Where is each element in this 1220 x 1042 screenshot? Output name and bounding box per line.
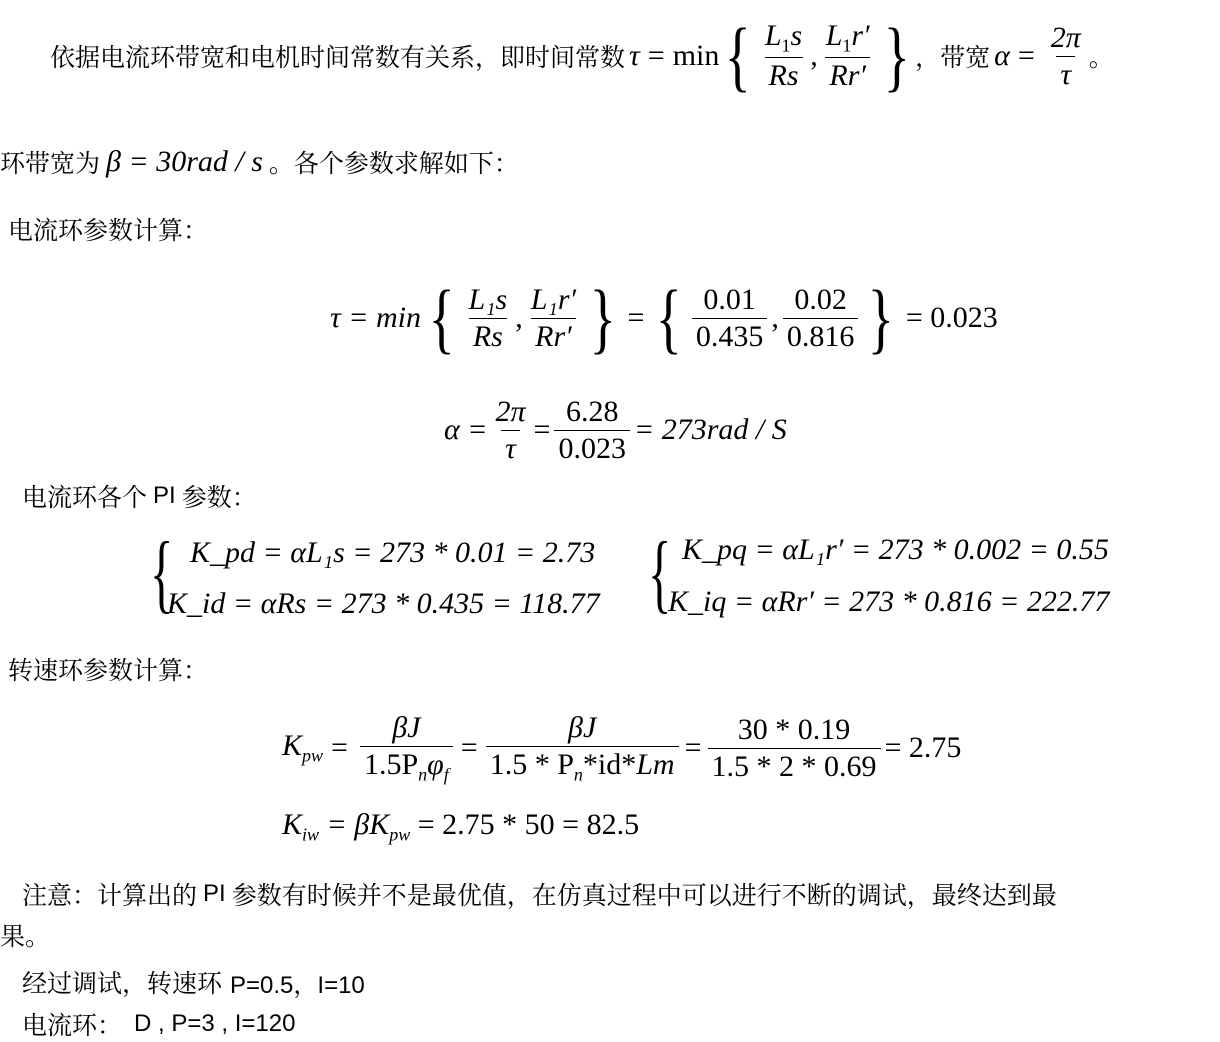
intro-end-text: 。 — [1088, 43, 1114, 72]
tuning-line-2 — [22, 1006, 295, 1042]
kpq-equation: K_pq = αL₁r′ = 273 * 0.002 = 0.55 — [682, 533, 1109, 566]
left-brace: { — [428, 274, 455, 361]
tuning-speed-values: P=0.5，I=10 — [230, 971, 365, 999]
tuning-current-values: D , P=3 , I=120 — [134, 1010, 296, 1037]
tau-lhs: τ = min — [330, 301, 421, 334]
tuning-current-label: 电流环： — [22, 1011, 123, 1040]
fraction-betaj-2: $\frac{\beta J}{1.5 * P_n*id*Lm}$ — [486, 712, 679, 784]
fraction-l1r-rr: $\frac{\text{L₁r′}}{Rr'}$ — [530, 283, 577, 353]
tau-equation: τ = min { $\frac{\text{L₁s}}{Rs}$ , $\frac{\text{L₁r′}}{Rr'}$ } = { $\frac{0.01}{0.435}$ , $\frac{0.02}{0.816}$ } = 0.023 — [330, 274, 998, 361]
note-pi: PI — [203, 880, 226, 907]
pi-params-heading — [22, 478, 257, 514]
alpha-lhs: α = — [444, 413, 488, 446]
kpw-result: = 2.75 — [884, 731, 962, 764]
fraction-2pi-tau: $\frac{2\pi}{\tau}$ — [495, 395, 526, 465]
right-brace: } — [589, 274, 616, 361]
current-loop-heading: 电流环参数计算： — [8, 216, 209, 245]
equals-sign: = — [460, 731, 478, 764]
fraction-l1r-rr: $\frac{L_1r'}{Rr'}$ — [825, 19, 870, 93]
left-brace: { — [656, 274, 683, 361]
kpw-equation — [282, 702, 961, 794]
intro-mid-text: ，带宽 — [915, 43, 991, 72]
pi-heading-pre: 电流环各个 — [22, 483, 148, 512]
kiw-equation: $K_{iw} = \beta K_{pw} = 2.75 * 50 = 82.5$ — [282, 808, 640, 845]
left-system-brace: { — [150, 525, 174, 622]
fraction-value-2: $\frac{0.02}{0.816}$ — [783, 284, 859, 352]
kid-equation: K_id = αRs = 273 * 0.435 = 118.77 — [167, 587, 600, 620]
pi-heading-pi: PI — [153, 482, 176, 509]
kpd-equation: K_pd = αL₁s = 273 * 0.01 = 2.73 — [190, 536, 596, 569]
fraction-value-1: $\frac{0.01}{0.435}$ — [692, 284, 768, 352]
note-line-2: 果。 — [0, 922, 51, 951]
tau-symbol: τ — [629, 39, 640, 72]
fraction-2pi-tau: $\frac{2\pi}{\tau}$ — [1050, 21, 1081, 91]
beta-expression: β = 30rad / s — [106, 145, 263, 178]
equals-sign: = — [627, 301, 645, 334]
intro-line — [50, 8, 1114, 104]
speed-bandwidth-line — [0, 144, 519, 180]
equals-sign: = — [533, 413, 551, 446]
speed-prefix: 环带宽为 — [0, 149, 101, 178]
alpha-equation — [444, 384, 787, 476]
speed-loop-heading: 转速环参数计算： — [8, 656, 209, 685]
fraction-l1s-rs: $\frac{L_1s}{Rs}$ — [764, 19, 803, 93]
tuning-line-1 — [22, 964, 365, 1000]
kiq-equation: K_iq = αRr′ = 273 * 0.816 = 222.77 — [668, 585, 1110, 618]
right-system-brace: { — [648, 525, 672, 622]
equals-sign: = — [1017, 39, 1035, 72]
right-brace: } — [868, 274, 895, 361]
right-brace: } — [883, 12, 910, 99]
intro-text: 依据电流环带宽和电机时间常数有关系，即时间常数 — [50, 43, 626, 72]
alpha-symbol: α — [994, 39, 1010, 72]
kpw-lhs: $K_{pw}$ — [282, 729, 324, 766]
alpha-result: = 273rad / S — [633, 413, 787, 446]
fraction-628-0023: $\frac{6.28}{0.023}$ — [554, 396, 630, 464]
fraction-betaj-1: $\frac{\beta J}{1.5P_n\varphi_f}$ — [360, 712, 453, 784]
note-pre: 注意：计算出的 — [22, 881, 198, 910]
tau-result: = 0.023 — [905, 301, 998, 334]
equals-sign: = — [684, 731, 702, 764]
speed-suffix: 。各个参数求解如下： — [268, 149, 519, 178]
comma: , — [810, 39, 818, 72]
pi-heading-post: 参数： — [181, 483, 257, 512]
fraction-l1s-rs: $\frac{\text{L₁s}}{Rs}$ — [468, 283, 508, 353]
left-brace: { — [724, 12, 752, 99]
fraction-numeric: $\frac{30 * 0.19}{1.5 * 2 * 0.69}$ — [708, 714, 881, 782]
note-line — [22, 876, 1057, 912]
equals-sign: = — [331, 731, 348, 764]
equals-sign: = — [647, 39, 665, 72]
min-operator: min — [672, 39, 720, 72]
note-post: 参数有时候并不是最优值，在仿真过程中可以进行不断的调试，最终达到最 — [231, 881, 1057, 910]
tuning-speed-label: 经过调试，转速环 — [22, 969, 223, 998]
